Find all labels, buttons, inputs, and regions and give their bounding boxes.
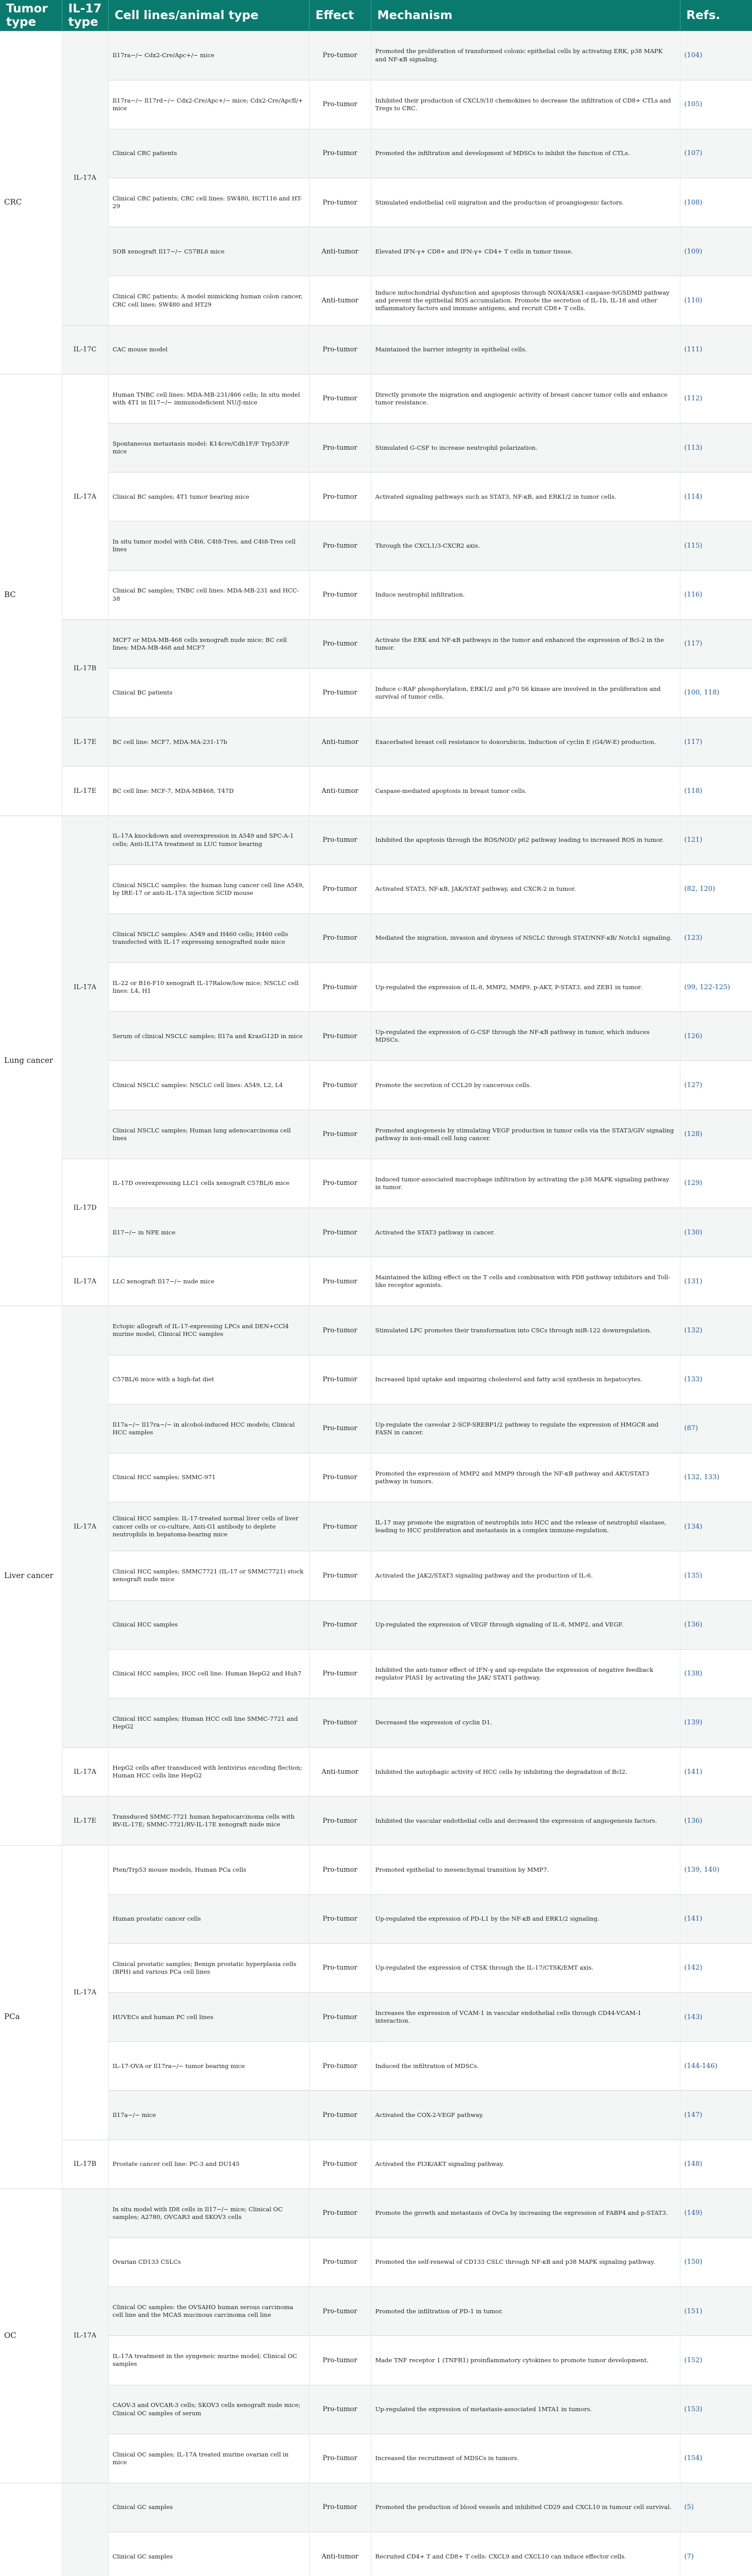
tumor-type-cell: Lung cancer [0,816,62,1306]
cell-lines-cell: Clinical BC samples; 4T1 tumor bearing mice [108,472,309,521]
effect-cell: Pro-tumor [309,619,371,668]
cell-lines-cell: Clinical HCC samples [108,1600,309,1649]
refs-cell: (132, 133) [680,1453,752,1502]
mechanism-cell: Through the CXCL1/3-CXCR2 axis. [371,521,680,570]
il17-type-cell: IL-17A [62,1306,108,1748]
table-row [0,570,752,619]
refs-cell: (5) [680,2483,752,2532]
mechanism-cell: Promoted the production of blood vessels and inhibited CD29 and CXCL10 in tumour cell survival. [371,2483,680,2532]
refs-cell: (105) [680,80,752,129]
effect-cell: Pro-tumor [309,1453,371,1502]
refs-cell: (7) [680,2532,752,2576]
il17-type-cell: IL-17A [62,374,108,619]
mechanism-cell: Induced tumor-associated macrophage infiltration by activating the p38 MAPK signaling pathway in tumor. [371,1159,680,1208]
table-row [0,1306,752,1355]
refs-cell: (131) [680,1257,752,1306]
refs-cell: (141) [680,1748,752,1797]
table-row [0,276,752,325]
table-row [0,1993,752,2042]
refs-cell: (135) [680,1551,752,1600]
cell-lines-cell: Il17ra−/− Il17rd−/− Cdx2-Cre/Apc+/− mice; Cdx2-Cre/Apcfl/+ mice [108,80,309,129]
cell-lines-cell: Clinical OC samples: the OVSAHO human serous carcinoma cell line and the MCAS mucinous carcinoma cell line [108,2287,309,2336]
effect-cell: Pro-tumor [309,570,371,619]
mechanism-cell: Activated STAT3, NF-κB, JAK/STAT pathway, and CXCR-2 in tumor. [371,865,680,913]
header-il17-type: IL-17 type [62,0,108,31]
table-row [0,2091,752,2140]
table-body [0,31,752,2576]
refs-cell: (87) [680,1404,752,1453]
effect-cell: Pro-tumor [309,1159,371,1208]
refs-cell: (100, 118) [680,668,752,717]
refs-cell: (148) [680,2140,752,2189]
effect-cell: Pro-tumor [309,2042,371,2091]
table-row [0,178,752,227]
effect-cell: Pro-tumor [309,1012,371,1061]
effect-cell: Anti-tumor [309,227,371,276]
effect-cell: Pro-tumor [309,2238,371,2286]
cell-lines-cell: Prostate cancer cell line: PC-3 and DU145 [108,2140,309,2189]
tumor-type-cell: CRC [0,31,62,374]
cell-lines-cell: Ectopic allograft of IL-17-expressing LPCs and DEN+CCl4 murine model, Clinical HCC samples [108,1306,309,1355]
header-refs: Refs. [680,0,752,31]
refs-cell: (108) [680,178,752,227]
refs-cell: (133) [680,1355,752,1404]
table-row [0,2238,752,2286]
refs-cell: (136) [680,1600,752,1649]
refs-cell: (139, 140) [680,1845,752,1894]
refs-cell: (149) [680,2189,752,2238]
effect-cell: Pro-tumor [309,178,371,227]
effect-cell: Pro-tumor [309,1404,371,1453]
mechanism-cell: Activated the JAK2/STAT3 signaling pathway and the production of IL-6. [371,1551,680,1600]
refs-cell: (99, 122-125) [680,963,752,1012]
il17-type-cell: IL-17A [62,1748,108,1797]
refs-cell: (152) [680,2336,752,2385]
mechanism-cell: Made TNF receptor 1 (TNFR1) proinflammatory cytokines to promote tumor development. [371,2336,680,2385]
il17-type-cell: IL-17A [62,1845,108,2140]
mechanism-cell: Up-regulated the expression of VEGF through signaling of IL-8, MMP2, and VEGF. [371,1600,680,1649]
header-effect: Effect [309,0,371,31]
tumor-type-cell: Liver cancer [0,1306,62,1845]
table-row [0,325,752,374]
table-row [0,2189,752,2238]
mechanism-cell: Induce c-RAF phosphorylation, ERK1/2 and p70 S6 kinase are involved in the proliferation and survival of tumor cells. [371,668,680,717]
effect-cell: Pro-tumor [309,2434,371,2483]
refs-cell: (136) [680,1797,752,1845]
cell-lines-cell: Clinical GC samples [108,2532,309,2576]
mechanism-cell: Increased the recruitment of MDSCs in tumors. [371,2434,680,2483]
mechanism-cell: Maintained the barrier integrity in epithelial cells. [371,325,680,374]
cell-lines-cell: MCF7 or MDA-MB-468 cells xenograft nude mice; BC cell lines: MDA-MB-468 and MCF7 [108,619,309,668]
mechanism-cell: Inhibited the autophagic activity of HCC cells by inhibiting the degradation of Bcl2. [371,1748,680,1797]
effect-cell: Pro-tumor [309,2140,371,2189]
table-row [0,472,752,521]
effect-cell: Pro-tumor [309,374,371,423]
cell-lines-cell: Human prostatic cancer cells [108,1894,309,1943]
refs-cell: (154) [680,2434,752,2483]
table-row [0,2042,752,2091]
refs-cell: (126) [680,1012,752,1061]
cell-lines-cell: Clinical BC samples; TNBC cell lines: MDA-MB-231 and HCC-38 [108,570,309,619]
refs-cell: (138) [680,1649,752,1698]
effect-cell: Pro-tumor [309,1649,371,1698]
refs-cell: (141) [680,1894,752,1943]
mechanism-cell: Up-regulated the expression of CTSK through the IL-17/CTSK/EMT axis. [371,1943,680,1992]
table-row [0,227,752,276]
refs-cell: (128) [680,1110,752,1159]
cell-lines-cell: Transduced SMMC-7721 human hepatocarcinoma cells with RV-IL-17E; SMMC-7721/RV-IL-17E xenograft nude mice [108,1797,309,1845]
cell-lines-cell: Il17a−/− Il17ra−/− in alcohol-induced HCC models; Clinical HCC samples [108,1404,309,1453]
effect-cell: Pro-tumor [309,1257,371,1306]
cell-lines-cell: C57BL/6 mice with a high-fat diet [108,1355,309,1404]
il17-type-cell [62,2483,108,2576]
table-row [0,80,752,129]
cell-lines-cell: IL-22 or B16-F10 xenograft IL-17Ralow/low mice; NSCLC cell lines: L4, H1 [108,963,309,1012]
effect-cell: Pro-tumor [309,1845,371,1894]
effect-cell: Anti-tumor [309,2532,371,2576]
table-row [0,2336,752,2385]
table-row [0,31,752,80]
table-row [0,963,752,1012]
refs-cell: (118) [680,767,752,816]
effect-cell: Pro-tumor [309,2287,371,2336]
cell-lines-cell: Clinical HCC samples; HCC cell line: Human HepG2 and Huh7 [108,1649,309,1698]
effect-cell: Pro-tumor [309,668,371,717]
mechanism-cell: Induced the infiltration of MDSCs. [371,2042,680,2091]
cell-lines-cell: Clinical OC samples; IL-17A treated murine ovarian cell in mice [108,2434,309,2483]
mechanism-cell: Caspase-mediated apoptosis in breast tumor cells. [371,767,680,816]
table-row [0,1894,752,1943]
refs-cell: (113) [680,423,752,472]
mechanism-cell: Inhibited the vascular endothelial cells and decreased the expression of angiogenesis factors. [371,1797,680,1845]
mechanism-cell: Mediated the migration, invasion and dryness of NSCLC through STAT/NNF-κB/ Notch1 signaling. [371,913,680,962]
effect-cell: Pro-tumor [309,1698,371,1747]
table-row [0,913,752,962]
table-row [0,1797,752,1845]
il17-type-cell: IL-17C [62,325,108,374]
refs-cell: (153) [680,2385,752,2434]
cell-lines-cell: Human TNBC cell lines: MDA-MB-231/466 cells; In situ model with 4T1 in Il17−/− immunodeficient NU/J-mice [108,374,309,423]
mechanism-cell: Directly promote the migration and angiogenic activity of breast cancer tumor cells and enhance tumor resistance. [371,374,680,423]
refs-cell: (143) [680,1993,752,2042]
mechanism-cell: Activated signaling pathways such as STAT3, NF-κB, and ERK1/2 in tumor cells. [371,472,680,521]
header-mechanism: Mechanism [371,0,680,31]
il17-type-cell: IL-17E [62,767,108,816]
mechanism-cell: Induce neutrophil infiltration. [371,570,680,619]
cell-lines-cell: IL-17A treatment in the syngeneic murine model; Clinical OC samples [108,2336,309,2385]
mechanism-cell: Promoted angiogenesis by stimulating VEGF production in tumor cells via the STAT3/GIV signaling pathway in non-small cell lung cancer. [371,1110,680,1159]
effect-cell: Pro-tumor [309,963,371,1012]
mechanism-cell: Promoted the infiltration of PD-1 in tumor. [371,2287,680,2336]
table-row [0,1012,752,1061]
cell-lines-cell: Clinical NSCLC samples; Human lung adenocarcinoma cell lines [108,1110,309,1159]
cell-lines-cell: HUVECs and human PC cell lines [108,1993,309,2042]
il17-type-cell: IL-17A [62,2189,108,2483]
cell-lines-cell: CAOV-3 and OVCAR-3 cells; SKOV3 cells xenograft nude mice; Clinical OC samples of serum [108,2385,309,2434]
table-row [0,521,752,570]
mechanism-cell: Recruited CD4+ T and CD8+ T cells: CXCL9 and CXCL10 can induce effector cells. [371,2532,680,2576]
effect-cell: Pro-tumor [309,521,371,570]
table-row [0,2287,752,2336]
il17-type-cell: IL-17A [62,816,108,1159]
refs-cell: (117) [680,718,752,767]
mechanism-cell: Stimulated endothelial cell migration and the production of proangiogenic factors. [371,178,680,227]
mechanism-cell: Promoted the proliferation of transformed colonic epithelial cells by activating ERK, p38 MAPK and NF-κB signaling. [371,31,680,80]
mechanism-cell: Promoted the self-renewal of CD133 CSLC through NF-κB and p38 MAPK signaling pathway. [371,2238,680,2286]
refs-cell: (129) [680,1159,752,1208]
cell-lines-cell: Il17ra−/− Cdx2-Cre/Apc+/− mice [108,31,309,80]
cell-lines-cell: Il17a−/− mice [108,2091,309,2140]
cell-lines-cell: In situ model with ID8 cells in Il17−/− mice; Clinical OC samples; A2780, OVCAR3 and SKOV3 cells [108,2189,309,2238]
mechanism-cell: Maintained the killing effect on the T cells and combination with PD8 pathway inhibitors and Toll-like receptor agonists. [371,1257,680,1306]
cell-lines-cell: Clinical GC samples [108,2483,309,2532]
effect-cell: Pro-tumor [309,1993,371,2042]
refs-cell: (116) [680,570,752,619]
mechanism-cell: Exacerbated breast cell resistance to doxorubicin. Induction of cyclin E (G4/W-E) production. [371,718,680,767]
mechanism-cell: Elevated IFN-γ+ CD8+ and IFN-γ+ CD4+ T cells in tumor tissue. [371,227,680,276]
refs-cell: (150) [680,2238,752,2286]
refs-cell: (144-146) [680,2042,752,2091]
table-row [0,1649,752,1698]
table-row [0,1698,752,1747]
il17-type-cell: IL-17E [62,1797,108,1845]
effect-cell: Pro-tumor [309,2189,371,2238]
cell-lines-cell: BC cell line: MCF-7, MDA-MB468, T47D [108,767,309,816]
cell-lines-cell: IL-17D overexpressing LLC1 cells xenograft C57BL/6 mice [108,1159,309,1208]
header-row [0,0,752,31]
effect-cell: Anti-tumor [309,1748,371,1797]
effect-cell: Anti-tumor [309,767,371,816]
effect-cell: Pro-tumor [309,913,371,962]
refs-cell: (109) [680,227,752,276]
tumor-type-cell: OC [0,2189,62,2483]
mechanism-cell: Up-regulated the expression of PD-L1 by the NF-κB and ERK1/2 signaling. [371,1894,680,1943]
cell-lines-cell: Spontaneous metastasis model: K14cre/Cdh1F/F Trp53F/F mice [108,423,309,472]
refs-cell: (104) [680,31,752,80]
refs-cell: (142) [680,1943,752,1992]
refs-cell: (112) [680,374,752,423]
cell-lines-cell: Pten/Trp53 mouse models, Human PCa cells [108,1845,309,1894]
table-row [0,1110,752,1159]
refs-cell: (151) [680,2287,752,2336]
cell-lines-cell: Clinical HCC samples; Human HCC cell line SMMC-7721 and HepG2 [108,1698,309,1747]
mechanism-cell: Inhibited their production of CXCL9/10 chemokines to decrease the infiltration of CD8+ CTLs and Tregs to CRC. [371,80,680,129]
table-row [0,1502,752,1551]
cell-lines-cell: Clinical prostatic samples; Benign prostatic hyperplasia cells (BPH) and various PCa cell lines [108,1943,309,1992]
table-row [0,718,752,767]
cell-lines-cell: Serum of clinical NSCLC samples; Il17a and KrasG12D in mice [108,1012,309,1061]
cell-lines-cell: LLC xenograft Il17−/− nude mice [108,1257,309,1306]
effect-cell: Pro-tumor [309,1600,371,1649]
table-row [0,2434,752,2483]
table-row [0,1600,752,1649]
table-row [0,816,752,865]
mechanism-cell: Decreased the expression of cyclin D1. [371,1698,680,1747]
cell-lines-cell: Clinical BC patients [108,668,309,717]
refs-cell: (132) [680,1306,752,1355]
effect-cell: Pro-tumor [309,1551,371,1600]
mechanism-cell: Promote the growth and metastasis of OvCa by increasing the expression of FABP4 and p-STAT3. [371,2189,680,2238]
mechanism-cell: Activate the ERK and NF-κB pathways in the tumor and enhanced the expression of Bcl-2 in the tumor. [371,619,680,668]
table-row [0,1061,752,1110]
mechanism-cell: Inhibited the apoptosis through the ROS/NOD/ p62 pathway leading to increased ROS in tumor. [371,816,680,865]
refs-cell: (130) [680,1208,752,1257]
mechanism-cell: Up-regulate the caveolar 2-SCP-SREBP1/2 pathway to regulate the expression of HMGCR and FASN in cancer. [371,1404,680,1453]
cell-lines-cell: Clinical CRC patients [108,129,309,178]
header-tumor-type: Tumor type [0,0,62,31]
table-row [0,374,752,423]
effect-cell: Pro-tumor [309,1061,371,1110]
refs-cell: (127) [680,1061,752,1110]
tumor-type-cell: BC [0,374,62,816]
mechanism-cell: Promoted the expression of MMP2 and MMP9 through the NF-κB pathway and AKT/STAT3 pathway in tumors. [371,1453,680,1502]
effect-cell: Pro-tumor [309,80,371,129]
table-row [0,1551,752,1600]
table-row [0,129,752,178]
cell-lines-cell: Clinical NSCLC samples: A549 and H460 cells; H460 cells transfected with IL-17 expressing xenografted nude mice [108,913,309,962]
effect-cell: Pro-tumor [309,1306,371,1355]
effect-cell: Pro-tumor [309,325,371,374]
refs-cell: (82, 120) [680,865,752,913]
mechanism-cell: Up-regulated the expression of G-CSF through the NF-κB pathway in tumor, which induces MDSCs. [371,1012,680,1061]
cell-lines-cell: In situ tumor model with C4t6, C4t8-Tres, and C4t8-Tres cell lines [108,521,309,570]
effect-cell: Pro-tumor [309,1797,371,1845]
mechanism-cell: Up-regulated the expression of metastasis-associated 1MTA1 in tumors. [371,2385,680,2434]
refs-cell: (111) [680,325,752,374]
il17-type-cell: IL-17A [62,31,108,325]
mechanism-cell: IL-17 may promote the migration of neutrophils into HCC and the release of neutrophil elastase, leading to HCC proliferation and metastasis in a complex immune-regulation. [371,1502,680,1551]
cell-lines-cell: Clinical CRC patients; CRC cell lines: SW480, HCT116 and HT-29 [108,178,309,227]
table-row [0,2483,752,2532]
effect-cell: Pro-tumor [309,2385,371,2434]
effect-cell: Pro-tumor [309,472,371,521]
table-row [0,2140,752,2189]
cell-lines-cell: Clinical NSCLC samples: the human lung cancer cell line A549, by IRE-17 or anti-IL-17A injection SCID mouse [108,865,309,913]
table-row [0,1845,752,1894]
mechanism-cell: Activated the COX-2-VEGF pathway. [371,2091,680,2140]
cell-lines-cell: Clinical NSCLC samples: NSCLC cell lines: A549, L2, L4 [108,1061,309,1110]
effect-cell: Pro-tumor [309,1355,371,1404]
mechanism-cell: Induce mitochondrial dysfunction and apoptosis through NOX4/ASK1-caspase-9/GSDMD pathway and prevent the epithelial ROS accumulation. Promote the secretion of IL-1b, IL-18 and other inflammatory factors and immune antigens, and recruit CD8+ T cells. [371,276,680,325]
refs-cell: (123) [680,913,752,962]
refs-cell: (134) [680,1502,752,1551]
effect-cell: Anti-tumor [309,276,371,325]
cell-lines-cell: Il17−/− in NPE mice [108,1208,309,1257]
cell-lines-cell: IL-17A knockdown and overexpression in A549 and SPC-A-1 cells; Anti-IL17A treatment in LUC tumor bearing [108,816,309,865]
cell-lines-cell: BC cell line: MCF7, MDA-MA-231-17b [108,718,309,767]
table-row [0,619,752,668]
table-row [0,2532,752,2576]
effect-cell: Pro-tumor [309,2091,371,2140]
tumor-type-cell [0,2483,62,2576]
tumor-type-cell: PCa [0,1845,62,2189]
cell-lines-cell: SOB xenograft Il17−/− C57BL6 mice [108,227,309,276]
refs-cell: (147) [680,2091,752,2140]
table-row [0,767,752,816]
table-row [0,1159,752,1208]
il17-type-cell: IL-17D [62,1159,108,1257]
table-row [0,1453,752,1502]
mechanism-cell: Promoted the infiltration and development of MDSCs to inhibit the function of CTLs. [371,129,680,178]
cell-lines-cell: Clinical HCC samples; SMMC7721 (IL-17 or SMMC7721) stock xenograft nude mice [108,1551,309,1600]
mechanism-cell: Stimulated G-CSF to increase neutrophil polarization. [371,423,680,472]
table-row [0,1257,752,1306]
effect-cell: Pro-tumor [309,129,371,178]
effect-cell: Pro-tumor [309,1502,371,1551]
mechanism-cell: Promote the secretion of CCL20 by cancerous cells. [371,1061,680,1110]
effect-cell: Pro-tumor [309,2336,371,2385]
cell-lines-cell: Clinical CRC patients; A model mimicking human colon cancer, CRC cell lines: SW480 and HT29 [108,276,309,325]
mechanism-cell: Increased lipid uptake and impairing cholesterol and fatty acid synthesis in hepatocytes. [371,1355,680,1404]
effect-cell: Pro-tumor [309,1110,371,1159]
il17-type-cell: IL-17B [62,619,108,717]
cell-lines-cell: Ovarian CD133 CSLCs [108,2238,309,2286]
refs-cell: (115) [680,521,752,570]
table-row [0,1748,752,1797]
effect-cell: Pro-tumor [309,816,371,865]
mechanism-cell: Promoted epithelial to mesenchymal transition by MMP7. [371,1845,680,1894]
table-row [0,1355,752,1404]
effect-cell: Pro-tumor [309,1894,371,1943]
mechanism-cell: Inhibited the anti-tumor effect of IFN-γ and up-regulate the expression of negative feedback regulator PIAS1 by activating the JAK/ STAT1 pathway. [371,1649,680,1698]
table-row [0,668,752,717]
table-row [0,2385,752,2434]
table-row [0,423,752,472]
effect-cell: Pro-tumor [309,31,371,80]
mechanism-cell: Up-regulated the expression of IL-8, MMP2, MMP9, p-AKT, P-STAT3, and ZEB1 in tumor. [371,963,680,1012]
cell-lines-cell: CAC mouse model [108,325,309,374]
table-row [0,1404,752,1453]
effect-cell: Pro-tumor [309,1208,371,1257]
effect-cell: Pro-tumor [309,865,371,913]
effect-cell: Pro-tumor [309,1943,371,1992]
table-row [0,1208,752,1257]
table-row [0,1943,752,1992]
mechanism-cell: Activated the STAT3 pathway in cancer. [371,1208,680,1257]
effect-cell: Pro-tumor [309,2483,371,2532]
refs-cell: (107) [680,129,752,178]
effect-cell: Anti-tumor [309,718,371,767]
table-row [0,865,752,913]
header-cell-lines: Cell lines/animal type [108,0,309,31]
refs-cell: (139) [680,1698,752,1747]
mechanism-cell: Increases the expression of VCAM-1 in vascular endothelial cells through CD44-VCAM-1 interaction. [371,1993,680,2042]
refs-cell: (117) [680,619,752,668]
il17-type-cell: IL-17A [62,1257,108,1306]
mechanism-cell: Activated the PI3K/AKT signaling pathway. [371,2140,680,2189]
il17-type-cell: IL-17B [62,2140,108,2189]
effect-cell: Pro-tumor [309,423,371,472]
cell-lines-cell: Clinical HCC samples; SMMC-971 [108,1453,309,1502]
il17-type-cell: IL-17E [62,718,108,767]
mechanism-cell: Stimulated LPC promotes their transformation into CSCs through miR-122 downregulation. [371,1306,680,1355]
refs-cell: (110) [680,276,752,325]
cell-lines-cell: IL-17-OVA or Il17ra−/− tumor bearing mice [108,2042,309,2091]
cell-lines-cell: HepG2 cells after transduced with lentivirus encoding flection; Human HCC cells line HepG2 [108,1748,309,1797]
cell-lines-cell: Clinical HCC samples: IL-17-treated normal liver cells of liver cancer cells or co-culture, Anti-G1 antibody to deplete neutrophils in hepatoma-bearing mice [108,1502,309,1551]
refs-cell: (121) [680,816,752,865]
refs-cell: (114) [680,472,752,521]
